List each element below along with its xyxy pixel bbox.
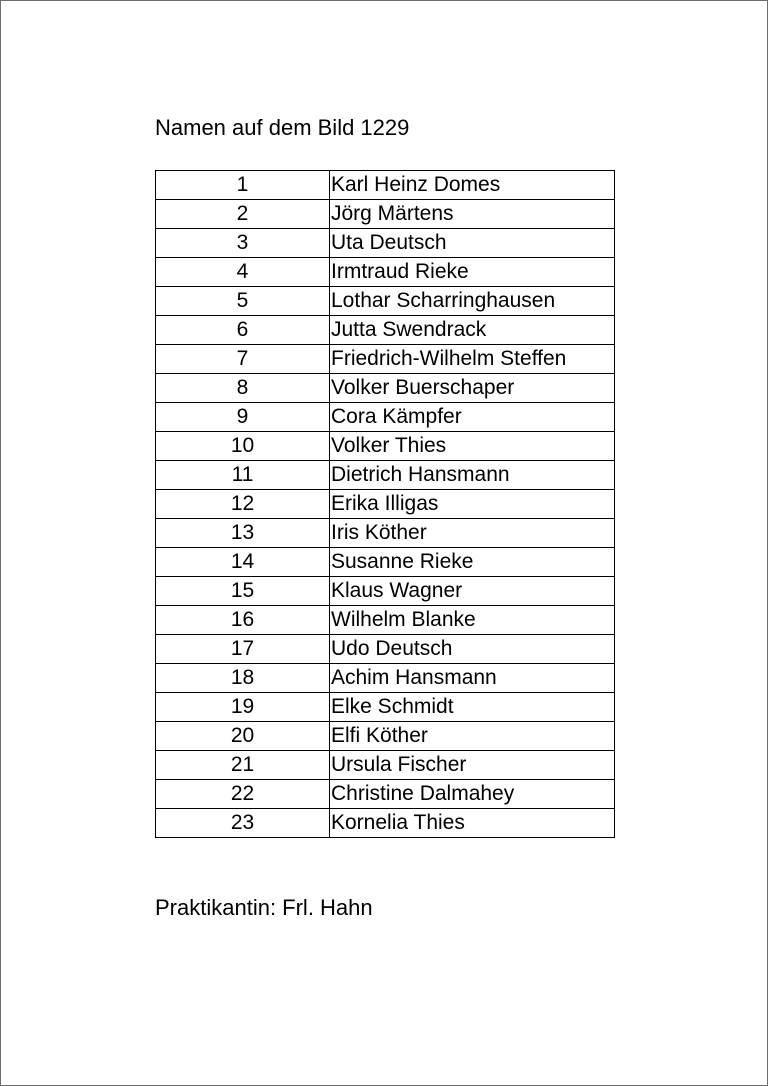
person-name: Ursula Fischer (330, 751, 615, 780)
table-row (156, 403, 615, 432)
row-number: 21 (156, 751, 330, 780)
row-number: 19 (156, 693, 330, 722)
table-row (156, 548, 615, 577)
row-number: 18 (156, 664, 330, 693)
person-name: Jörg Märtens (330, 200, 615, 229)
person-name: Wilhelm Blanke (330, 606, 615, 635)
table-row (156, 722, 615, 751)
table-row (156, 374, 615, 403)
row-number: 2 (156, 200, 330, 229)
table-row (156, 171, 615, 200)
table-row (156, 345, 615, 374)
table-row (156, 229, 615, 258)
table-row (156, 751, 615, 780)
page-title: Namen auf dem Bild 1229 (155, 115, 410, 140)
person-name: Klaus Wagner (330, 577, 615, 606)
person-name: Elke Schmidt (330, 693, 615, 722)
person-name: Susanne Rieke (330, 548, 615, 577)
table-row (156, 316, 615, 345)
intern-note: Praktikantin: Frl. Hahn (155, 895, 373, 920)
table-row (156, 490, 615, 519)
person-name: Kornelia Thies (330, 809, 615, 838)
row-number: 6 (156, 316, 330, 345)
row-number: 14 (156, 548, 330, 577)
row-number: 15 (156, 577, 330, 606)
person-name: Cora Kämpfer (330, 403, 615, 432)
row-number: 22 (156, 780, 330, 809)
table-row (156, 693, 615, 722)
table-row (156, 461, 615, 490)
table-row (156, 635, 615, 664)
person-name: Irmtraud Rieke (330, 258, 615, 287)
table-row (156, 200, 615, 229)
row-number: 7 (156, 345, 330, 374)
person-name: Achim Hansmann (330, 664, 615, 693)
row-number: 9 (156, 403, 330, 432)
row-number: 11 (156, 461, 330, 490)
table-row (156, 606, 615, 635)
row-number: 16 (156, 606, 330, 635)
row-number: 23 (156, 809, 330, 838)
table-row (156, 519, 615, 548)
row-number: 8 (156, 374, 330, 403)
table-row (156, 432, 615, 461)
person-name: Karl Heinz Domes (330, 171, 615, 200)
table-row (156, 664, 615, 693)
table-row (156, 577, 615, 606)
row-number: 10 (156, 432, 330, 461)
person-name: Friedrich-Wilhelm Steffen (330, 345, 615, 374)
person-name: Christine Dalmahey (330, 780, 615, 809)
person-name: Iris Köther (330, 519, 615, 548)
person-name: Uta Deutsch (330, 229, 615, 258)
table-row (156, 809, 615, 838)
person-name: Volker Thies (330, 432, 615, 461)
table-row (156, 258, 615, 287)
row-number: 12 (156, 490, 330, 519)
person-name: Erika Illigas (330, 490, 615, 519)
row-number: 1 (156, 171, 330, 200)
row-number: 17 (156, 635, 330, 664)
row-number: 3 (156, 229, 330, 258)
person-name: Dietrich Hansmann (330, 461, 615, 490)
row-number: 4 (156, 258, 330, 287)
table-row (156, 287, 615, 316)
person-name: Volker Buerschaper (330, 374, 615, 403)
person-name: Elfi Köther (330, 722, 615, 751)
person-name: Jutta Swendrack (330, 316, 615, 345)
person-name: Udo Deutsch (330, 635, 615, 664)
row-number: 5 (156, 287, 330, 316)
row-number: 20 (156, 722, 330, 751)
table-row (156, 780, 615, 809)
names-table (155, 170, 615, 838)
row-number: 13 (156, 519, 330, 548)
person-name: Lothar Scharringhausen (330, 287, 615, 316)
names-table-body (156, 171, 615, 838)
